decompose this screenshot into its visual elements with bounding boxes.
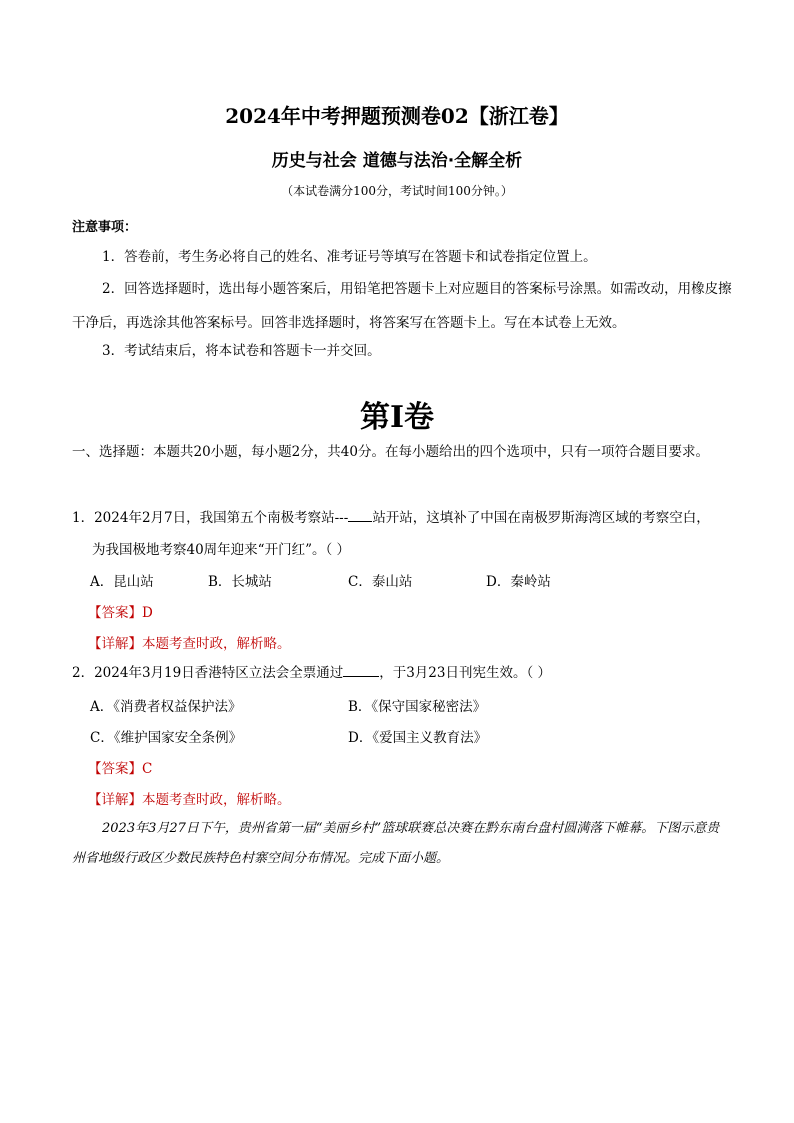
question-2-stem-part2: ，于3月23日刊宪生效。（ ） [379, 665, 552, 681]
detail-text: 本题考查时政，解析略。 [142, 636, 291, 652]
answer-blank [343, 662, 379, 677]
option-d: D．《爱国主义教育法》 [348, 730, 488, 746]
question-1-answer [88, 601, 153, 621]
notice-item-2: 2．回答选择题时，选出每小题答案后，用铅笔把答题卡上对应题目的答案标号涂黑。如需改动，用橡皮擦干净后，再选涂其他答案标号。回答非选择题时，将答案写在答题卡上。写在本试卷上无效。 [72, 281, 732, 331]
option-d: D．秦岭站 [486, 574, 551, 590]
detail-label: 【详解】 [88, 792, 142, 808]
question-2-options-row1 [90, 695, 710, 725]
answer-label: 【答案】 [88, 761, 142, 777]
answer-value: D [142, 605, 153, 621]
option-a: A．《消费者权益保护法》 [90, 699, 242, 715]
question-2-stem [72, 657, 732, 689]
detail-label: 【详解】 [88, 636, 142, 652]
question-2-answer [88, 757, 152, 777]
page-title: 2024年中考押题预测卷02【浙江卷】 [225, 104, 569, 128]
section-title: 第Ⅰ卷 [359, 400, 435, 435]
section-instruction: 一、选择题：本题共20小题，每小题2分，共40分。在每小题给出的四个选项中，只有一项符合题目要求。 [72, 444, 709, 460]
notice-heading: 注意事项： [72, 220, 138, 235]
material-passage: 2023年3月27日下午，贵州省第一届“美丽乡村”篮球联赛总决赛在黔东南台盘村圆满落下帷幕。下图示意贵州省地级行政区少数民族特色村寨空间分布情况。完成下面小题。 [72, 821, 720, 866]
question-2-options-row2 [90, 726, 710, 756]
option-b: B．长城站 [208, 574, 272, 590]
question-1-stem-part1: 1．2024年2月7日，我国第五个南极考察站--- [72, 510, 349, 526]
option-c: C．泰山站 [348, 574, 413, 590]
option-c: C．《维护国家安全条例》 [90, 730, 243, 746]
notice-item-1: 1．答卷前，考生务必将自己的姓名、准考证号等填写在答题卡和试卷指定位置上。 [102, 249, 597, 265]
question-1 [72, 502, 732, 566]
question-1-options [90, 570, 710, 600]
exam-note: （本试卷满分100分，考试时间100分钟。） [281, 184, 513, 198]
question-1-stem [72, 502, 732, 534]
option-b: B．《保守国家秘密法》 [348, 699, 487, 715]
question-2-detail [88, 788, 291, 808]
notice-item-3: 3．考试结束后，将本试卷和答题卡一并交回。 [102, 343, 381, 359]
question-2 [72, 657, 732, 689]
question-1-stem-line2: 为我国极地考察40周年迎来“开门红”。（ ） [92, 542, 351, 558]
question-1-stem-part2: 站开站，这填补了中国在南极罗斯海湾区域的考察空白， [372, 510, 710, 526]
answer-value: C [142, 761, 153, 777]
question-2-stem-part1: 2．2024年3月19日香港特区立法会全票通过 [72, 665, 344, 681]
page-subtitle: 历史与社会 道德与法治·全解全析 [271, 151, 523, 171]
detail-text: 本题考查时政，解析略。 [142, 792, 291, 808]
answer-label: 【答案】 [88, 605, 142, 621]
option-a: A．昆山站 [90, 574, 154, 590]
question-1-detail [88, 632, 291, 652]
answer-blank [348, 507, 372, 522]
